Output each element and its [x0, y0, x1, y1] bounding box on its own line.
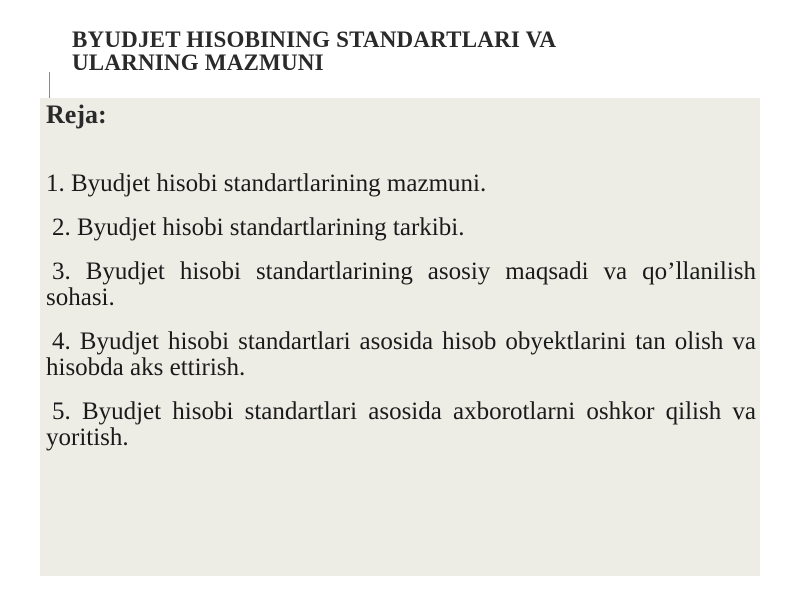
slide-title: [72, 28, 732, 74]
plan-item-1: 1. Byudjet hisobi standartlarining mazmuni.: [46, 170, 487, 197]
plan-item-5: 5. Byudjet hisobi standartlari asosida axborotlarni oshkor qilish va yoritish.: [46, 398, 756, 451]
plan-item-4: 4. Byudjet hisobi standartlari asosida hisob obyektlarini tan olish va hisobda aks ettirish.: [46, 328, 756, 381]
content-panel: [40, 98, 760, 576]
slide-title-line-2: ULARNING MAZMUNI: [72, 50, 324, 75]
plan-heading: Reja:: [46, 100, 107, 129]
slide-title-line-1: BYUDJET HISOBINING STANDARTLARI VA: [72, 27, 557, 52]
plan-item-3: 3. Byudjet hisobi standartlarining asosiy maqsadi va qo’llanilish sohasi.: [46, 258, 756, 311]
plan-item-2: 2. Byudjet hisobi standartlarining tarkibi.: [52, 214, 465, 241]
plan-list: [46, 171, 756, 469]
